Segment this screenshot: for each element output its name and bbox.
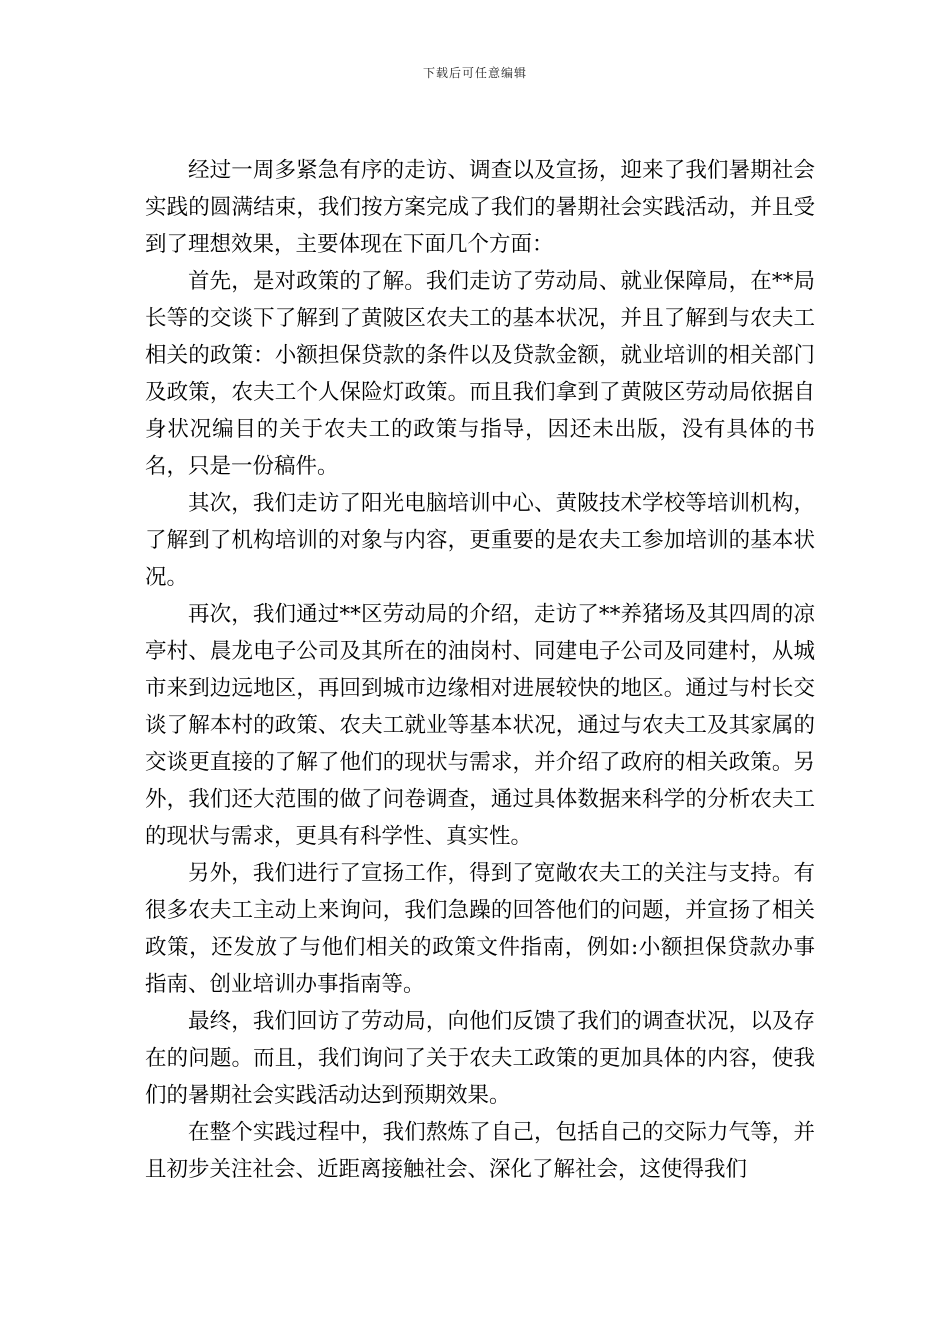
- page-header-note: 下载后可任意编辑: [422, 66, 527, 80]
- document-body: [145, 152, 815, 1188]
- paragraph-reflection: 在整个实践过程中，我们熬炼了自己，包括自己的交际力气等，并且初步关注社会、近距离接触社会、深化了解社会，这使得我们: [145, 1120, 815, 1182]
- paragraph-visits: 再次，我们通过**区劳动局的介绍，走访了**养猪场及其四周的凉亭村、晨龙电子公司及其所在的油岗村、同建电子公司及同建村，从城市来到边远地区，再回到城市边缘相对进展较快的地区。通过与村长交谈了解本村的政策、农夫工就业等基本状况，通过与农夫工及其家属的交谈更直接的了解了他们的现状与需求，并介绍了政府的相关政策。另外，我们还大范围的做了问卷调查，通过具体数据来科学的分析农夫工的现状与需求，更具有科学性、真实性。: [145, 602, 815, 849]
- paragraph-publicity: 另外，我们进行了宣扬工作，得到了宽敞农夫工的关注与支持。有很多农夫工主动上来询问，我们急躁的回答他们的问题，并宣扬了相关政策，还发放了与他们相关的政策文件指南，例如:小额担保贷款办事指南、创业培训办事指南等。: [145, 861, 815, 997]
- paragraph-followup: 最终，我们回访了劳动局，向他们反馈了我们的调查状况，以及存在的问题。而且，我们询问了关于农夫工政策的更加具体的内容，使我们的暑期社会实践活动达到预期效果。: [145, 1009, 815, 1108]
- paragraph-intro: 经过一周多紧急有序的走访、调查以及宣扬，迎来了我们暑期社会实践的圆满结束，我们按方案完成了我们的暑期社会实践活动，并且受到了理想效果，主要体现在下面几个方面：: [145, 158, 815, 257]
- paragraph-policy: 首先，是对政策的了解。我们走访了劳动局、就业保障局，在**局长等的交谈下了解到了黄陂区农夫工的基本状况，并且了解到与农夫工相关的政策：小额担保贷款的条件以及贷款金额，就业培训的相关部门及政策，农夫工个人保险灯政策。而且我们拿到了黄陂区劳动局依据自身状况编目的关于农夫工的政策与指导，因还未出版，没有具体的书名，只是一份稿件。: [145, 269, 815, 479]
- paragraph-training: 其次，我们走访了阳光电脑培训中心、黄陂技术学校等培训机构，了解到了机构培训的对象与内容，更重要的是农夫工参加培训的基本状况。: [145, 491, 815, 590]
